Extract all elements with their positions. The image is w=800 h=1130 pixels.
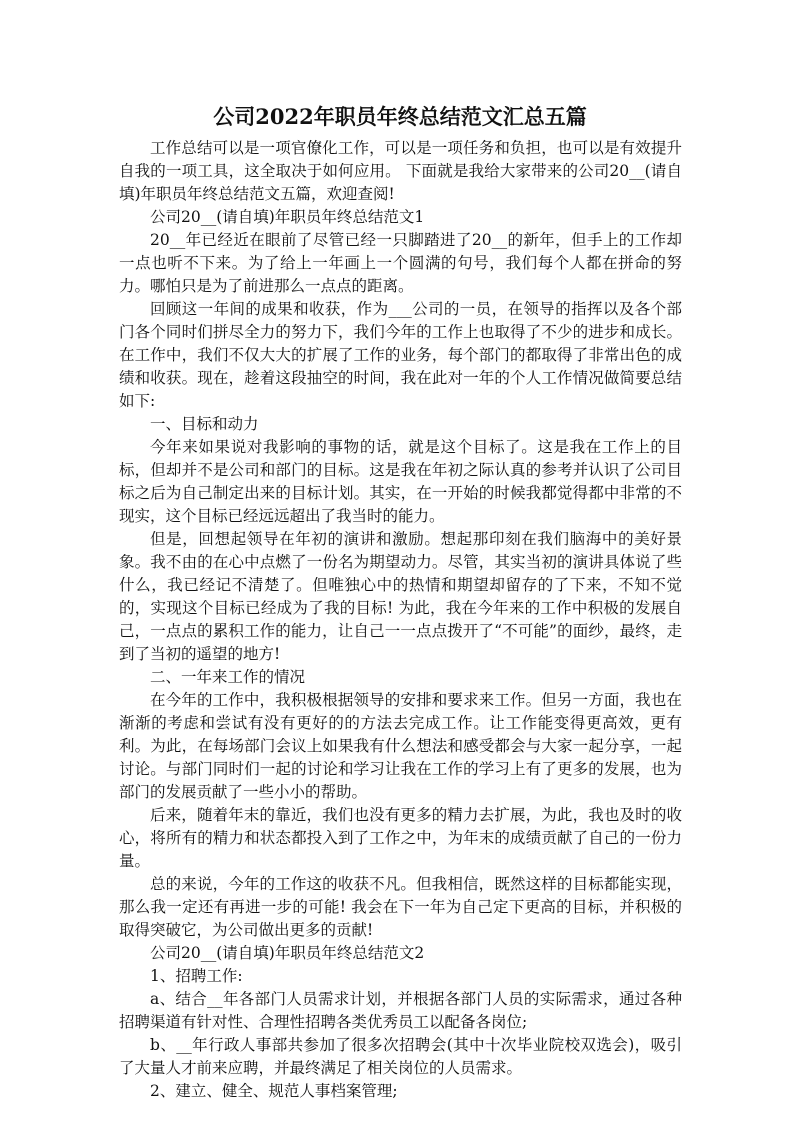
section-heading-2: 公司20__(请自填)年职员年终总结范文2 bbox=[150, 944, 425, 962]
subheading-goals: 一、目标和动力 bbox=[150, 415, 259, 433]
list-item: b、__年行政人事部共参加了很多次招聘会(其中十次毕业院校双选会)，吸引了大量人才前来应聘，并最终满足了相关岗位的人员需求。 bbox=[119, 1036, 682, 1077]
paragraph-intro: 工作总结可以是一项官僚化工作，可以是一项任务和负担，也可以是有效提升自我的一项工具，这全取决于如何应用。 下面就是我给大家带来的公司20__(请自填)年职员年终总结范文五篇，欢迎查阅! bbox=[119, 139, 682, 203]
paragraph: 今年来如果说对我影响的事物的话，就是这个目标了。这是我在工作上的目标，但却并不是公司和部门的目标。这是我在年初之际认真的参考并认识了公司目标之后为自己制定出来的目标计划。其实，在一开始的时候我都觉得都中非常的不现实，这个目标已经远远超出了我当时的能力。 bbox=[119, 438, 682, 525]
paragraph: 20__年已经近在眼前了尽管已经一只脚踏进了20__的新年，但手上的工作却一点也听不下来。为了给上一年画上一个圆满的句号，我们每个人都在拼命的努力。哪怕只是为了前进那么一点点的距离。 bbox=[119, 231, 682, 295]
subheading-work: 二、一年来工作的情况 bbox=[150, 668, 306, 686]
document-title: 公司2022年职员年终总结范文汇总五篇 bbox=[213, 104, 587, 129]
paragraph: 但是，回想起领导在年初的演讲和激励。想起那印刻在我们脑海中的美好景象。我不由的在心中点燃了一份名为期望动力。尽管，其实当初的演讲具体说了些什么，我已经记不清楚了。但唯独心中的热情和期望却留存的了下来，不知不觉的，实现这个目标已经成为了我的目标! 为此，我在今年来的工作中积极的发展自己，一点点的累积工作的能力，让自己一一点点拨开了“不可能”的面纱，最终，走到了当初的遥望的地方! bbox=[119, 530, 682, 663]
document-body bbox=[119, 137, 682, 1103]
list-item: 2、建立、健全、规范人事档案管理; bbox=[150, 1082, 398, 1100]
list-item: 1、招聘工作: bbox=[150, 967, 243, 985]
paragraph: 在今年的工作中，我积极根据领导的安排和要求来工作。但另一方面，我也在渐渐的考虑和尝试有没有更好的的方法去完成工作。让工作能变得更高效，更有利。为此，在每场部门会议上如果我有什么想法和感受都会与大家一起分享，一起讨论。与部门同时们一起的讨论和学习让我在工作的学习上有了更多的发展，也为部门的发展贡献了一些小小的帮助。 bbox=[119, 691, 682, 801]
paragraph: 总的来说，今年的工作这的收获不凡。但我相信，既然这样的目标都能实现，那么我一定还有再进一步的可能! 我会在下一年为自己定下更高的目标，并积极的取得突破它，为公司做出更多的贡献! bbox=[119, 875, 682, 939]
paragraph: 后来，随着年末的靠近，我们也没有更多的精力去扩展，为此，我也及时的收心，将所有的精力和状态都投入到了工作之中，为年末的成绩贡献了自己的一份力量。 bbox=[119, 806, 682, 870]
section-heading-1: 公司20__(请自填)年职员年终总结范文1 bbox=[150, 208, 425, 226]
paragraph: 回顾这一年间的成果和收获，作为___公司的一员，在领导的指挥以及各个部门各个同时们拼尽全力的努力下，我们今年的工作上也取得了不少的进步和成长。在工作中，我们不仅大大的扩展了工作的业务，每个部门的都取得了非常出色的成绩和收获。现在，趁着这段抽空的时间，我在此对一年的个人工作情况做简要总结如下: bbox=[119, 300, 682, 410]
list-item: a、结合__年各部门人员需求计划，并根据各部门人员的实际需求，通过各种招聘渠道有针对性、合理性招聘各类优秀员工以配备各岗位; bbox=[119, 990, 682, 1031]
